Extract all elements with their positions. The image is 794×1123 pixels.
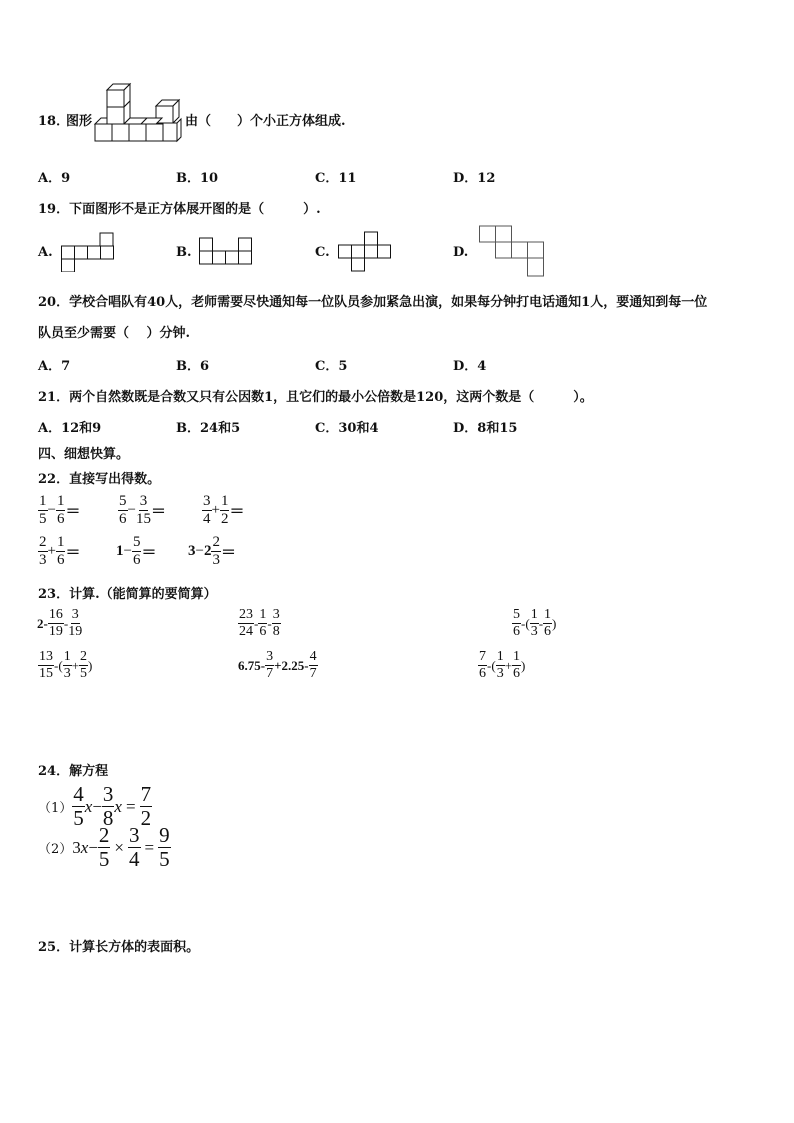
fraction-denominator: 5 — [80, 666, 88, 681]
q18-option-d: D．12 — [453, 171, 496, 186]
fraction-denominator: 4 — [129, 847, 140, 871]
q20-text-line1: 20．学校合唱队有40人，老师需要尽快通知每一位队员参加紧急出演，如果每分钟打电话通知1人，要通知到每一位 — [38, 295, 708, 310]
fraction-numerator: 5 — [513, 607, 520, 622]
net-figure-a — [61, 232, 117, 272]
fraction-numerator: 2 — [39, 534, 47, 550]
fraction-denominator: 3 — [496, 666, 504, 681]
fraction-numerator: 5 — [119, 493, 127, 509]
q21-option-b: B．24和5 — [176, 421, 241, 436]
q18-text-post: 由（ ）个小正方体组成. — [185, 114, 346, 129]
q19-text: 19．下面图形不是正方体展开图的是（ ）. — [38, 202, 321, 217]
equation-label: （1） — [38, 801, 73, 816]
q20-option-d: D．4 — [453, 359, 487, 374]
fraction-numerator: 3 — [129, 823, 140, 847]
right-paren: ) — [88, 657, 93, 673]
q24-equation-2 — [38, 825, 171, 870]
fraction-numerator: 4 — [73, 782, 84, 806]
integer-term: 1 — [116, 543, 124, 559]
fraction-numerator: 9 — [159, 823, 170, 847]
minus-sign: - — [254, 615, 259, 631]
q19-label-a: A. — [38, 245, 53, 260]
fraction-denominator: 4 — [203, 511, 211, 527]
fraction-denominator: 6 — [259, 624, 267, 639]
fraction-numerator: 1 — [56, 493, 65, 509]
q25-text: 25．计算长方体的表面积。 — [38, 940, 200, 955]
q18-text-pre: 图形 — [66, 114, 93, 129]
left-paren: ( — [58, 657, 63, 673]
fraction-denominator: 3 — [212, 552, 220, 568]
fraction-denominator: 19 — [48, 624, 63, 639]
right-paren: ) — [521, 657, 526, 673]
fraction-denominator: 6 — [513, 624, 520, 639]
q20-option-a: A．7 — [38, 359, 71, 374]
fraction-denominator: 3 — [63, 666, 71, 681]
fraction-denominator: 3 — [530, 624, 538, 639]
minus-sign: - — [538, 615, 544, 631]
fraction-numerator: 3 — [266, 649, 274, 664]
q20-option-b: B．6 — [176, 359, 210, 374]
fraction-numerator: 1 — [220, 493, 229, 509]
fraction-denominator: 2 — [140, 806, 152, 830]
fraction-denominator: 3 — [39, 552, 47, 568]
mixed-number-whole: 2 — [203, 543, 212, 559]
minus-sign: - — [487, 657, 492, 673]
q20-text-line2: 队员至少需要（ ）分钟. — [38, 326, 191, 341]
fraction-numerator: 13 — [39, 649, 53, 664]
minus-sign: - — [521, 615, 526, 631]
fraction-denominator: 7 — [309, 666, 317, 681]
fraction-numerator: 1 — [56, 534, 65, 550]
q23-expr-2 — [238, 608, 281, 639]
fraction-numerator: 23 — [239, 607, 253, 622]
times-sign: × — [114, 837, 125, 857]
fraction-numerator: 1 — [39, 493, 47, 509]
equation-label: （2） — [38, 842, 73, 857]
fraction-denominator: 24 — [239, 624, 253, 639]
fraction-denominator: 5 — [159, 847, 170, 871]
fraction-denominator: 5 — [73, 806, 84, 830]
decimal-term: 6.75- — [238, 657, 266, 673]
fraction-numerator: 3 — [203, 493, 211, 509]
fraction-numerator: 7 — [140, 782, 152, 806]
integer-term: 2- — [37, 615, 48, 631]
fraction-numerator: 2 — [212, 534, 220, 550]
integer-term: 3 — [188, 543, 196, 559]
minus-sign: - — [54, 657, 59, 673]
left-paren: ( — [491, 657, 496, 673]
fraction-denominator: 15 — [135, 511, 151, 527]
fraction-numerator: 3 — [139, 493, 148, 509]
minus-sign: − — [127, 502, 136, 518]
q19-label-b: B. — [176, 245, 192, 260]
fraction-numerator: 5 — [132, 534, 141, 550]
fraction-denominator: 6 — [132, 552, 141, 568]
fraction-denominator: 15 — [39, 666, 53, 681]
minus-sign: - — [63, 615, 69, 631]
plus-sign: + — [504, 657, 513, 673]
equals-sign: ＝ — [65, 545, 81, 561]
q18-option-b: B．10 — [176, 171, 219, 186]
variable-x: x — [114, 796, 122, 816]
fraction-denominator: 7 — [266, 666, 274, 681]
fraction-numerator: 16 — [48, 607, 63, 622]
minus-sign: − — [92, 796, 102, 816]
q23-expr-3 — [512, 608, 556, 639]
q19-label-c: C. — [315, 245, 330, 260]
q22-expr-6 — [188, 535, 236, 568]
plus-sign: + — [211, 502, 220, 518]
q22-expr-4 — [38, 535, 80, 568]
equals-sign: ＝ — [229, 504, 245, 520]
q23-text: 23．计算.（能简算的要简算） — [38, 587, 217, 602]
q20-option-c: C．5 — [315, 359, 348, 374]
q19-label-d: D. — [453, 245, 469, 260]
q23-expr-6 — [478, 650, 525, 681]
fraction-denominator: 19 — [68, 624, 83, 639]
fraction-numerator: 1 — [259, 607, 267, 622]
plus-sign: + — [47, 543, 56, 559]
q21-option-c: C．30和4 — [315, 421, 379, 436]
fraction-numerator: 3 — [102, 782, 114, 806]
net-figure-c — [338, 231, 394, 273]
q22-expr-2 — [118, 494, 166, 527]
q22-text: 22．直接写出得数。 — [38, 472, 161, 487]
minus-sign: − — [123, 543, 132, 559]
fraction-denominator: 6 — [544, 624, 552, 639]
equals-sign: = — [125, 796, 136, 816]
fraction-numerator: 1 — [530, 607, 538, 622]
q23-expr-4 — [38, 650, 92, 681]
fraction-numerator: 1 — [544, 607, 552, 622]
fraction-denominator: 6 — [56, 511, 65, 527]
net-figure-b — [199, 237, 255, 267]
equals-sign: ＝ — [65, 504, 81, 520]
equals-sign: ＝ — [220, 545, 236, 561]
cube-stack-figure — [93, 82, 183, 152]
fraction-denominator: 6 — [513, 666, 521, 681]
decimal-term: +2.25- — [274, 657, 309, 673]
plus-sign: + — [71, 657, 80, 673]
fraction-denominator: 6 — [119, 511, 127, 527]
fraction-numerator: 3 — [71, 607, 79, 622]
fraction-denominator: 5 — [98, 847, 110, 871]
fraction-numerator: 1 — [513, 649, 521, 664]
fraction-denominator: 2 — [220, 511, 229, 527]
fraction-numerator: 1 — [496, 649, 504, 664]
q21-option-a: A．12和9 — [38, 421, 102, 436]
equals-sign: = — [144, 837, 155, 857]
fraction-numerator: 7 — [479, 649, 486, 664]
variable-x: x — [84, 796, 93, 816]
section-heading: 四、细想快算。 — [38, 447, 130, 462]
q23-expr-5 — [238, 650, 318, 681]
fraction-denominator: 6 — [479, 666, 486, 681]
net-figure-d — [478, 225, 548, 279]
q18-option-a: A．9 — [38, 171, 71, 186]
q18-option-c: C．11 — [315, 171, 357, 186]
equals-sign: ＝ — [141, 545, 157, 561]
q22-expr-1 — [38, 494, 80, 527]
equals-sign: ＝ — [150, 504, 166, 520]
fraction-denominator: 6 — [56, 552, 65, 568]
fraction-numerator: 3 — [272, 607, 280, 622]
fraction-denominator: 8 — [272, 624, 280, 639]
right-paren: ) — [552, 615, 557, 631]
q23-expr-1 — [37, 608, 82, 639]
variable-x: x — [80, 837, 89, 857]
coefficient: 3 — [72, 837, 81, 857]
fraction-numerator: 2 — [98, 823, 110, 847]
minus-sign: − — [195, 543, 204, 559]
fraction-numerator: 4 — [309, 649, 317, 664]
q22-expr-5 — [116, 535, 156, 568]
minus-sign: − — [47, 502, 56, 518]
fraction-denominator: 5 — [39, 511, 47, 527]
q21-option-d: D．8和15 — [453, 421, 518, 436]
minus-sign: - — [267, 615, 272, 631]
q24-text: 24．解方程 — [38, 764, 109, 779]
fraction-numerator: 2 — [80, 649, 88, 664]
q18-number: 18． — [38, 114, 70, 129]
q21-text: 21．两个自然数既是合数又只有公因数1，且它们的最小公倍数是120，这两个数是（ ）。 — [38, 390, 593, 405]
fraction-denominator: 8 — [102, 806, 114, 830]
q22-expr-3 — [202, 494, 244, 527]
minus-sign: − — [88, 837, 98, 857]
left-paren: ( — [525, 615, 530, 631]
fraction-numerator: 1 — [63, 649, 71, 664]
